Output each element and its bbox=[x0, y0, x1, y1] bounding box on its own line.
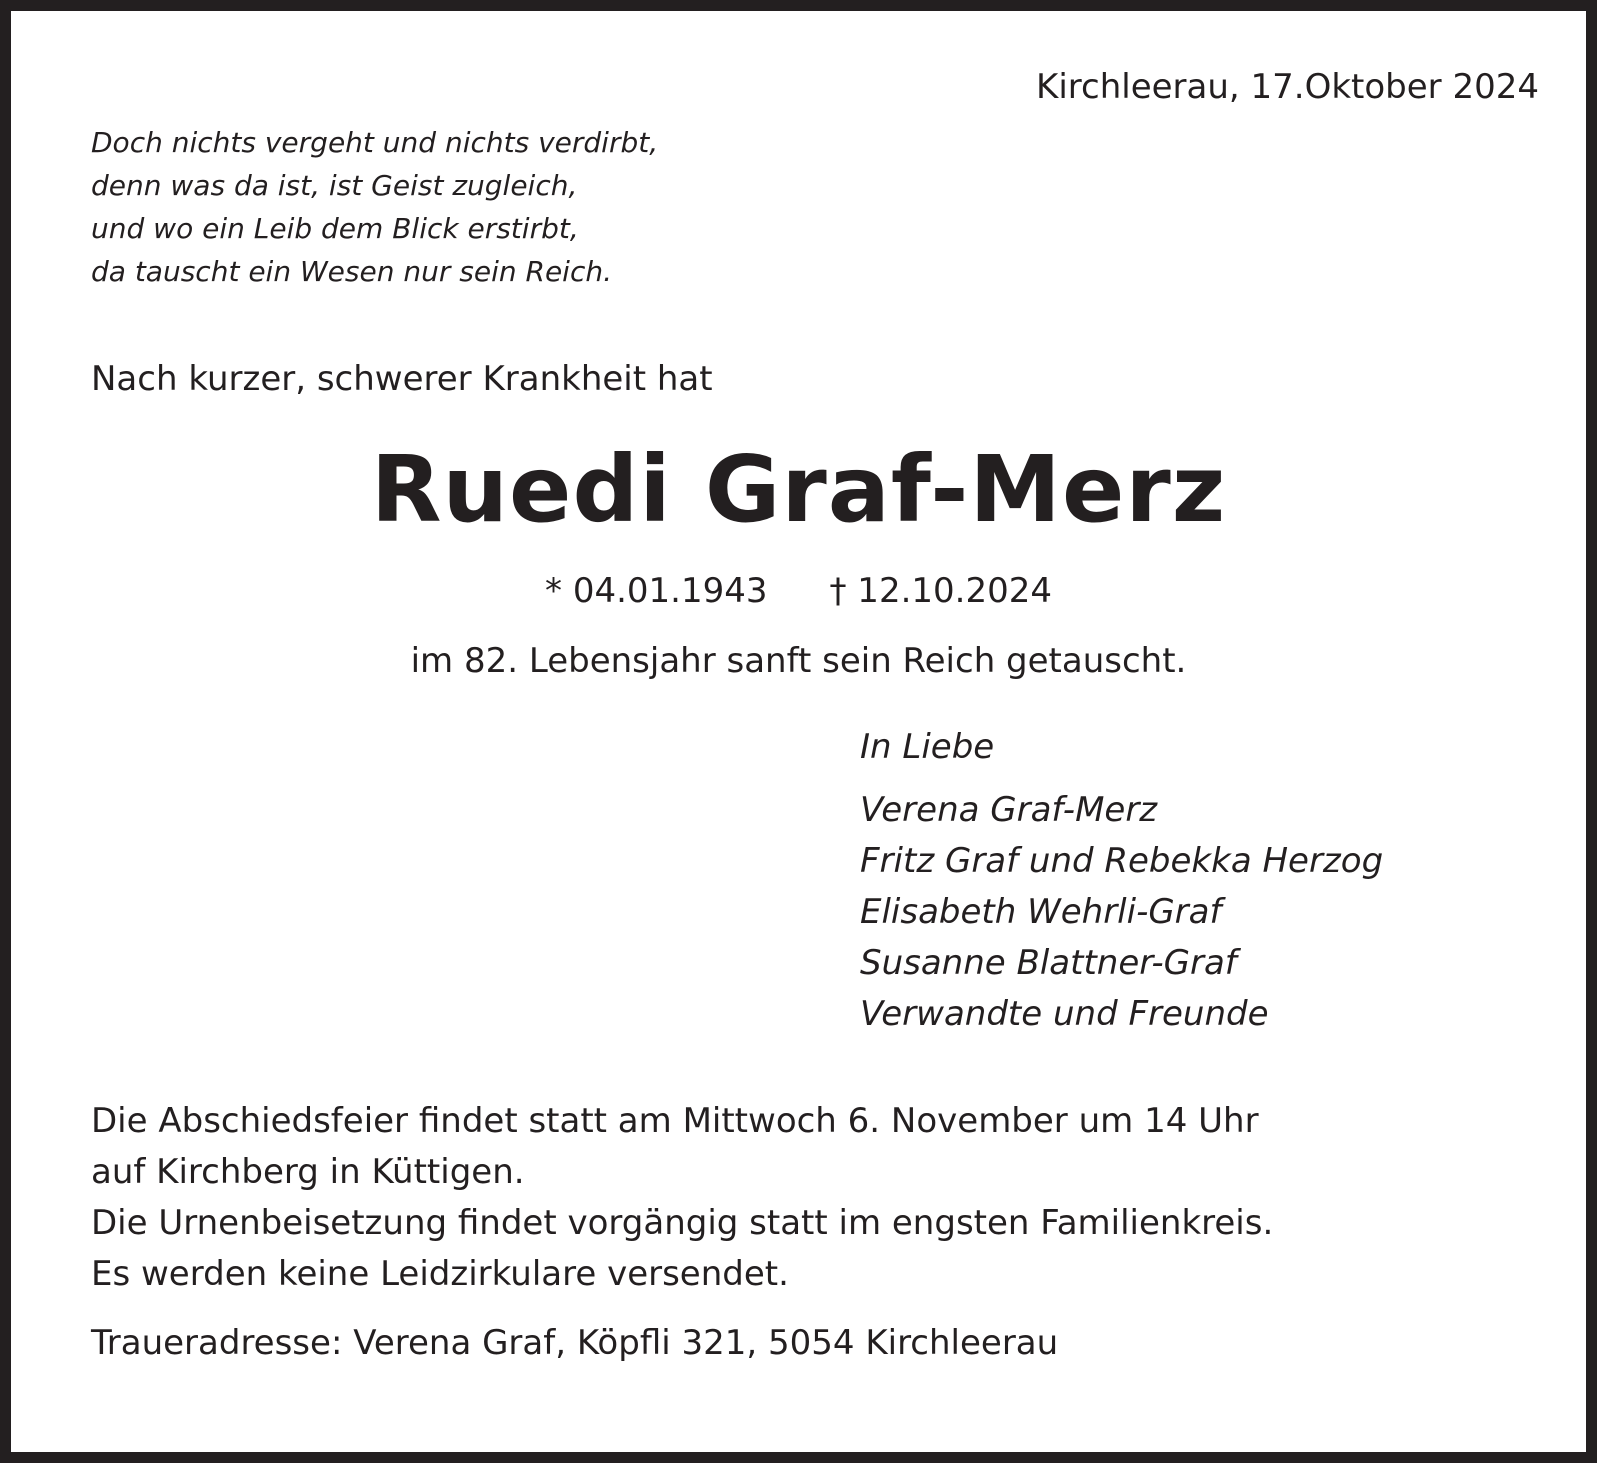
place-date: Kirchleerau, 17.Oktober 2024 bbox=[1036, 67, 1539, 107]
life-dates bbox=[11, 571, 1586, 611]
announcement-phrase: im 82. Lebensjahr sanft sein Reich getauscht. bbox=[410, 641, 1187, 681]
birth-date: * 04.01.1943 bbox=[545, 571, 768, 611]
mourners-list bbox=[860, 727, 1383, 1040]
deceased-name: Ruedi Graf-Merz bbox=[370, 436, 1227, 543]
intro-text: Nach kurzer, schwerer Krankheit hat bbox=[91, 359, 713, 399]
mourning-address: Traueradresse: Verena Graf, Köpfli 321, 5054 Kirchleerau bbox=[91, 1323, 1059, 1363]
ceremony-info bbox=[91, 1096, 1273, 1300]
mourners-salutation: In Liebe bbox=[860, 727, 995, 767]
info-line: Die Abschiedsfeier findet statt am Mittwoch 6. November um 14 Uhr bbox=[91, 1101, 1259, 1141]
mourner-name: Verena Graf-Merz bbox=[860, 790, 1158, 830]
poem-line: Doch nichts vergeht und nichts verdirbt, bbox=[91, 126, 659, 159]
poem bbox=[91, 121, 658, 293]
poem-line: und wo ein Leib dem Blick erstirbt, bbox=[91, 212, 579, 245]
poem-line: denn was da ist, ist Geist zugleich, bbox=[91, 169, 578, 202]
mourner-name: Elisabeth Wehrli-Graf bbox=[860, 892, 1222, 932]
poem-line: da tauscht ein Wesen nur sein Reich. bbox=[91, 255, 612, 288]
info-line: auf Kirchberg in Küttigen. bbox=[91, 1152, 525, 1192]
info-line: Die Urnenbeisetzung findet vorgängig statt im engsten Familienkreis. bbox=[91, 1203, 1274, 1243]
death-date: † 12.10.2024 bbox=[829, 571, 1052, 611]
mourner-name: Susanne Blattner-Graf bbox=[860, 943, 1237, 983]
mourner-name: Verwandte und Freunde bbox=[860, 994, 1269, 1034]
mourner-name: Fritz Graf und Rebekka Herzog bbox=[860, 841, 1384, 881]
info-line: Es werden keine Leidzirkulare versendet. bbox=[91, 1254, 789, 1294]
